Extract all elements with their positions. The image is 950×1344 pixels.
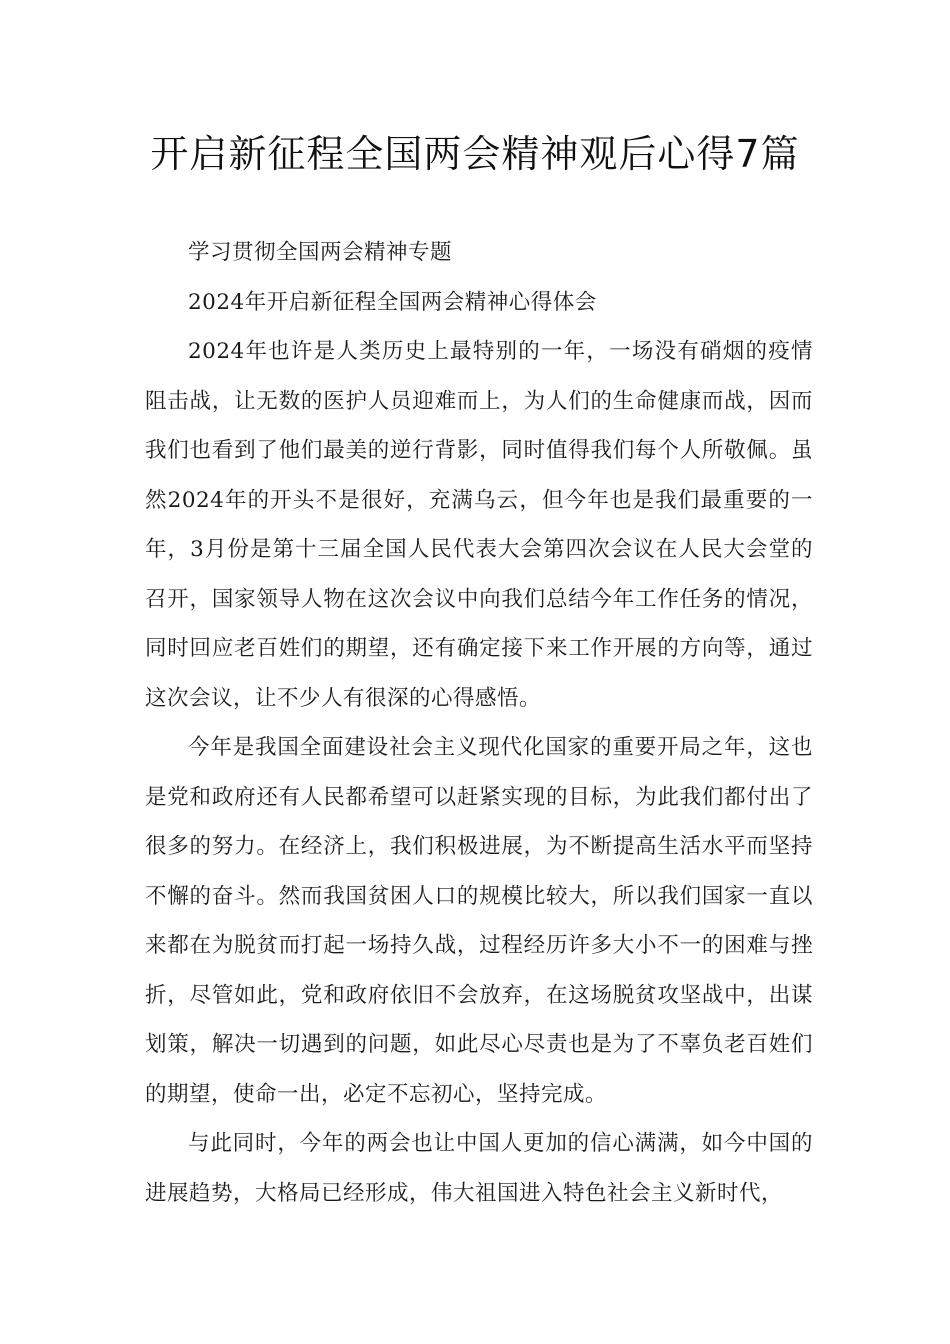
paragraph-subject: 学习贯彻全国两会精神专题 [188,240,453,265]
paragraph: 2024年也许是人类历史上最特别的一年，一场没有硝烟的疫情阻击战，让无数的医护人员迎难而上，为人们的生命健康而战，因而我们也看到了他们最美的逆行背影，同时值得我们每个人所敬佩。虽然2024年的开头不是很好，充满乌云，但今年也是我们最重要的一年，3月份是第十三届全国人民代表大会第四次会议在人民大会堂的召开，国家领导人物在这次会议中向我们总结今年工作任务的情况，同时回应老百姓们的期望，还有确定接下来工作开展的方向等，通过这次会议，让不少人有很深的心得感悟。 [145,339,813,711]
paragraph-subtitle: 2024年开启新征程全国两会精神心得体会 [188,289,597,315]
paragraph: 与此同时，今年的两会也让中国人更加的信心满满，如今中国的进展趋势，大格局已经形成，伟大祖国进入特色社会主义新时代， [145,1131,813,1206]
document-body [145,228,813,1218]
document-title: 开启新征程全国两会精神观后心得7篇 [150,132,800,176]
paragraph: 今年是我国全面建设社会主义现代化国家的重要开局之年，这也是党和政府还有人民都希望可以赶紧实现的目标，为此我们都付出了很多的努力。在经济上，我们积极进展，为不断提高生活水平而坚持不懈的奋斗。然而我国贫困人口的规模比较大，所以我们国家一直以来都在为脱贫而打起一场持久战，过程经历许多大小不一的困难与挫折，尽管如此，党和政府依旧不会放弃，在这场脱贫攻坚战中，出谋划策，解决一切遇到的问题，如此尽心尽责也是为了不辜负老百姓们的期望，使命一出，必定不忘初心，坚持完成。 [145,735,813,1107]
